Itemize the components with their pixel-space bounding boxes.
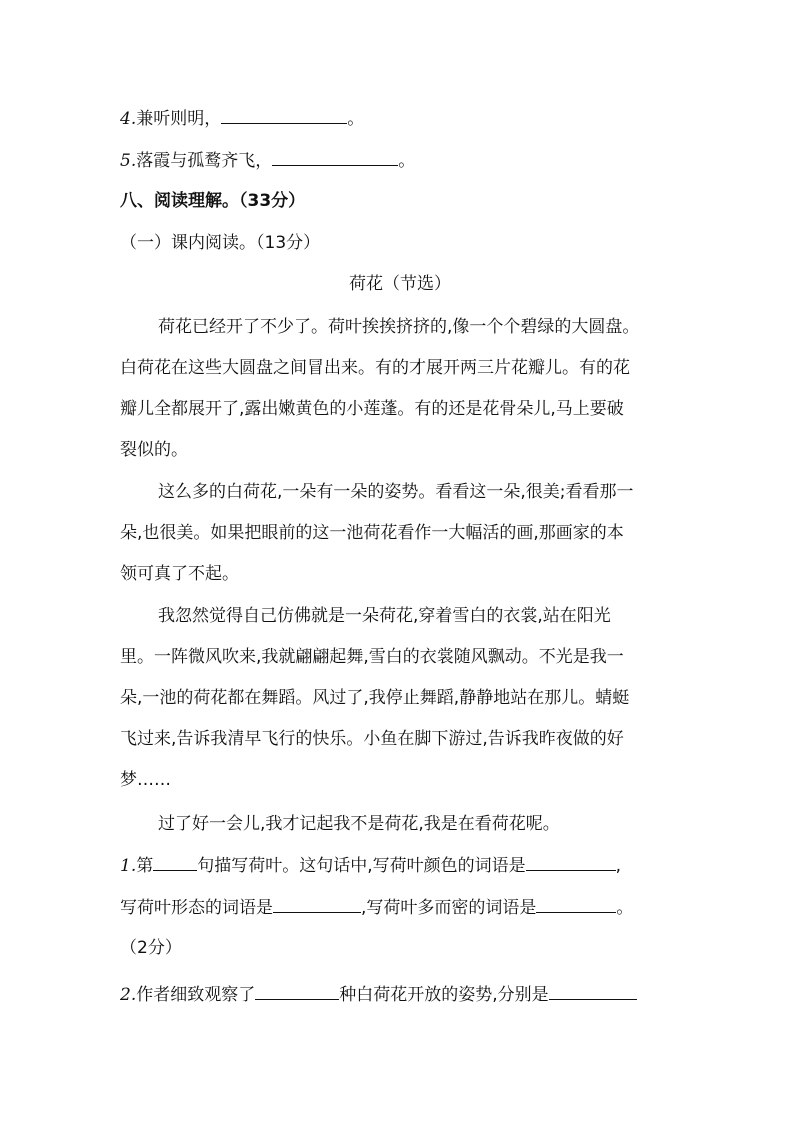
question-number: 5. (120, 151, 137, 171)
paragraph-line: 过了好一会儿,我才记起我不是荷花,我是在看荷花呢。 (158, 814, 560, 834)
paragraph-line: 梦…… (120, 770, 171, 790)
punctuation: 。 (398, 151, 416, 171)
reading-question-1 (120, 853, 680, 878)
question-number: 2. (120, 985, 137, 1005)
answer-blank[interactable] (255, 982, 339, 1000)
question-text: 种白荷花开放的姿势,分别是 (339, 985, 549, 1005)
answer-blank[interactable] (526, 853, 616, 871)
score-note: （2分） (120, 938, 182, 958)
subsection-heading: （一）课内阅读。（13分） (120, 233, 321, 253)
paragraph-line: 飞过来,告诉我清早飞行的快乐。小鱼在脚下游过,告诉我昨夜做的好 (120, 729, 624, 749)
answer-blank[interactable] (153, 853, 197, 871)
answer-blank[interactable] (549, 982, 637, 1000)
paragraph-line: 里。一阵微风吹来,我就翩翩起舞,雪白的衣裳随风飘动。不光是我一 (120, 647, 624, 667)
question-text: 兼听则明， (136, 109, 222, 129)
question-number: 1. (120, 856, 137, 876)
paragraph-line: 裂似的。 (120, 440, 188, 460)
paragraph-line: 白荷花在这些大圆盘之间冒出来。有的才展开两三片花瓣儿。有的花 (120, 358, 630, 378)
reading-question-1-cont (120, 895, 680, 920)
question-text: 作者细致观察了 (136, 985, 256, 1005)
paragraph-line: 领可真了不起。 (120, 564, 239, 584)
idiom-question-4 (120, 106, 680, 131)
paragraph-line: 瓣儿全都展开了,露出嫩黄色的小莲蓬。有的还是花骨朵儿,马上要破 (120, 399, 624, 419)
question-text: 第 (136, 856, 154, 876)
paragraph-line: 这么多的白荷花,一朵有一朵的姿势。看看这一朵,很美;看看那一 (158, 482, 634, 502)
paragraph-line: 朵,也很美。如果把眼前的这一池荷花看作一大幅活的画,那画家的本 (120, 523, 624, 543)
question-text: 落霞与孤鹜齐飞， (136, 151, 273, 171)
answer-blank[interactable] (221, 106, 347, 124)
paragraph-line: 朵,一池的荷花都在舞蹈。风过了,我停止舞蹈,静静地站在那儿。蜻蜓 (120, 688, 630, 708)
reading-question-2 (120, 982, 680, 1007)
question-text: 句描写荷叶。这句话中,写荷叶颜色的词语是 (197, 856, 526, 876)
answer-blank[interactable] (273, 895, 361, 913)
idiom-question-5 (120, 148, 680, 173)
question-text: ,写荷叶多而密的词语是 (361, 898, 537, 918)
punctuation: , (615, 856, 622, 876)
paragraph-line: 荷花已经开了不少了。荷叶挨挨挤挤的,像一个个碧绿的大圆盘。 (158, 317, 640, 337)
punctuation: 。 (347, 109, 365, 129)
punctuation: 。 (616, 898, 634, 918)
passage-title: 荷花（节选） (349, 274, 451, 294)
section-heading: 八、阅读理解。（33分） (120, 191, 306, 211)
paragraph-line: 我忽然觉得自己仿佛就是一朵荷花,穿着雪白的衣裳,站在阳光 (158, 606, 611, 626)
answer-blank[interactable] (272, 148, 398, 166)
question-text: 写荷叶形态的词语是 (120, 898, 273, 918)
answer-blank[interactable] (536, 895, 616, 913)
question-number: 4. (120, 109, 137, 129)
